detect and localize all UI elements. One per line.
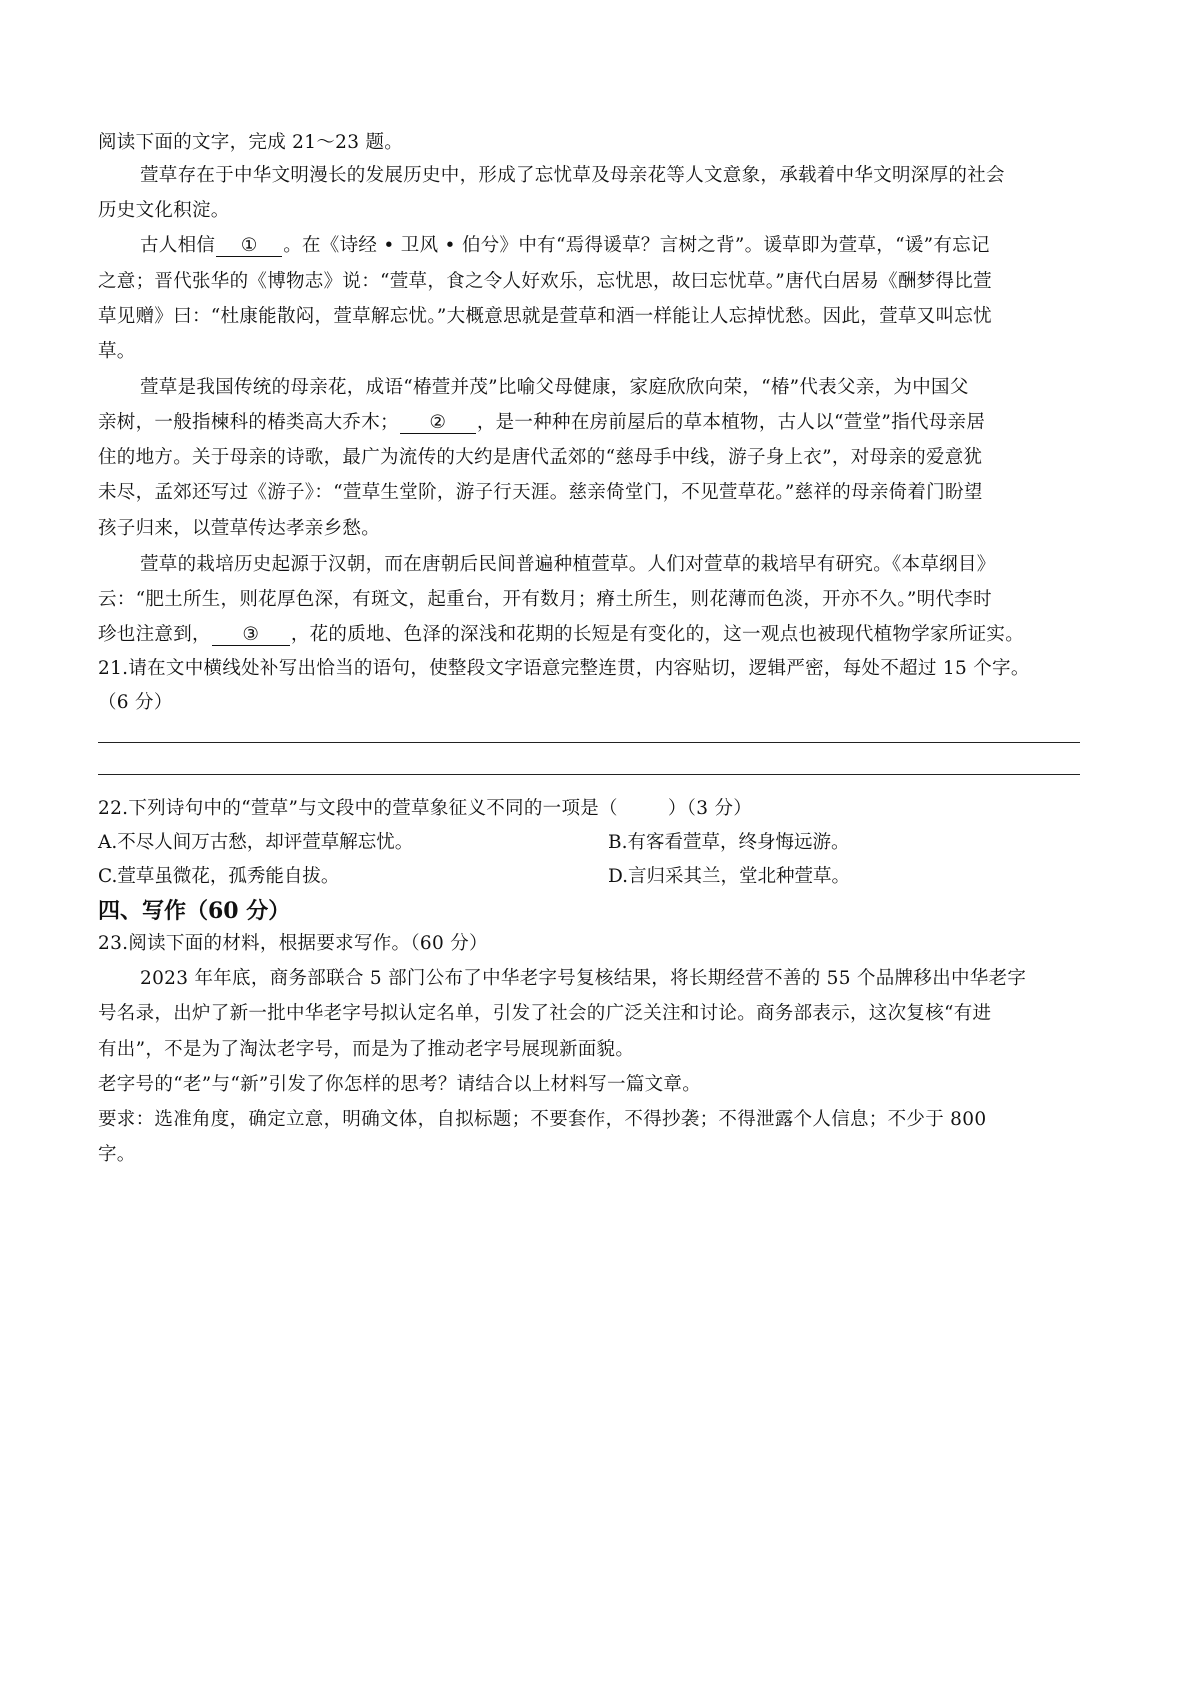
passage-p4-line1: 萱草的栽培历史起源于汉朝，而在唐朝后民间普遍种植萱草。人们对萱草的栽培早有研究。《本草纲目》 [140, 554, 996, 575]
option-a[interactable]: A.不尽人间万古愁，却评萱草解忘忧。 [98, 832, 414, 853]
requirements-line1: 要求：选准角度，确定立意，明确文体，自拟标题；不要套作，不得抄袭；不得泄露个人信息；不少于 800 [98, 1109, 987, 1130]
blank-2: ② [400, 413, 476, 434]
requirements-line2: 字。 [98, 1144, 136, 1165]
passage-p2-line1 [140, 234, 990, 258]
passage-text: 。在《诗经 • 卫风 • 伯兮》中有“焉得谖草？言树之背”。谖草即为萱草，“谖”有忘记 [283, 235, 990, 256]
passage-p1-line1: 萱草存在于中华文明漫长的发展历史中，形成了忘忧草及母亲花等人文意象，承载着中华文明深厚的社会 [140, 165, 1005, 186]
passage-text: 亲树，一般指楝科的椿类高大乔木； [98, 412, 399, 433]
option-b[interactable]: B.有客看萱草，终身悔远游。 [608, 832, 850, 853]
question-22-stem: 22.下列诗句中的“萱草”与文段中的萱草象征义不同的一项是（ [98, 798, 618, 819]
question-21-score: （6 分） [98, 692, 173, 713]
passage-text: ，花的质地、色泽的深浅和花期的长短是有变化的，这一观点也被现代植物学家所证实。 [290, 624, 1025, 645]
passage-p2-line2: 之意；晋代张华的《博物志》说：“萱草，食之令人好欢乐，忘忧思，故曰忘忧草。”唐代白居易《酬梦得比萱 [98, 271, 992, 292]
passage-text: ，是一种种在房前屋后的草本植物，古人以“萱堂”指代母亲居 [476, 412, 986, 433]
passage-p4-line3 [98, 623, 1024, 647]
blank-3: ③ [212, 625, 290, 646]
passage-p1-line2: 历史文化积淀。 [98, 200, 230, 221]
writing-prompt: 老字号的“老”与“新”引发了你怎样的思考？请结合以上材料写一篇文章。 [98, 1074, 702, 1095]
passage-text: 珍也注意到， [98, 624, 211, 645]
question-23-title: 23.阅读下面的材料，根据要求写作。（60 分） [98, 933, 488, 954]
question-21: 21.请在文中横线处补写出恰当的语句，使整段文字语意完整连贯，内容贴切，逻辑严密，每处不超过 15 个字。 [98, 658, 1030, 679]
option-c[interactable]: C.萱草虽微花，孤秀能自拔。 [98, 866, 340, 887]
material-line2: 号名录，出炉了新一批中华老字号拟认定名单，引发了社会的广泛关注和讨论。商务部表示，这次复核“有进 [98, 1003, 992, 1024]
question-22-score: ）（3 分） [667, 798, 753, 819]
material-line1: 2023 年年底，商务部联合 5 部门公布了中华老字号复核结果，将长期经营不善的 55 个品牌移出中华老字 [140, 968, 1027, 989]
option-d[interactable]: D.言归采其兰，堂北种萱草。 [608, 866, 851, 887]
answer-line-1[interactable] [98, 742, 1080, 743]
passage-p3-line3: 住的地方。关于母亲的诗歌，最广为流传的大约是唐代孟郊的“慈母手中线，游子身上衣”，对母亲的爱意犹 [98, 447, 983, 468]
material-line3: 有出”，不是为了淘汰老字号，而是为了推动老字号展现新面貌。 [98, 1039, 635, 1060]
passage-text: 古人相信 [140, 235, 216, 256]
answer-line-2[interactable] [98, 774, 1080, 775]
blank-1: ① [216, 236, 282, 257]
passage-p2-line3: 草见赠》曰：“杜康能散闷，萱草解忘忧。”大概意思就是萱草和酒一样能让人忘掉忧愁。因此，萱草又叫忘忧 [98, 306, 992, 327]
reading-instruction: 阅读下面的文字，完成 21～23 题。 [98, 132, 404, 153]
passage-p3-line1: 萱草是我国传统的母亲花，成语“椿萱并茂”比喻父母健康，家庭欣欣向荣，“椿”代表父亲，为中国父 [140, 377, 969, 398]
passage-p4-line2: 云：“肥土所生，则花厚色深，有斑文，起重台，开有数月；瘠土所生，则花薄而色淡，开亦不久。”明代李时 [98, 589, 992, 610]
passage-p2-line4: 草。 [98, 341, 136, 362]
question-22 [98, 797, 752, 821]
section-heading-writing: 四、写作（60 分） [98, 898, 291, 924]
passage-p3-line4: 未尽，孟郊还写过《游子》：“萱草生堂阶，游子行天涯。慈亲倚堂门，不见萱草花。”慈祥的母亲倚着门盼望 [98, 482, 983, 503]
passage-p3-line5: 孩子归来，以萱草传达孝亲乡愁。 [98, 518, 381, 539]
passage-p3-line2 [98, 411, 985, 435]
